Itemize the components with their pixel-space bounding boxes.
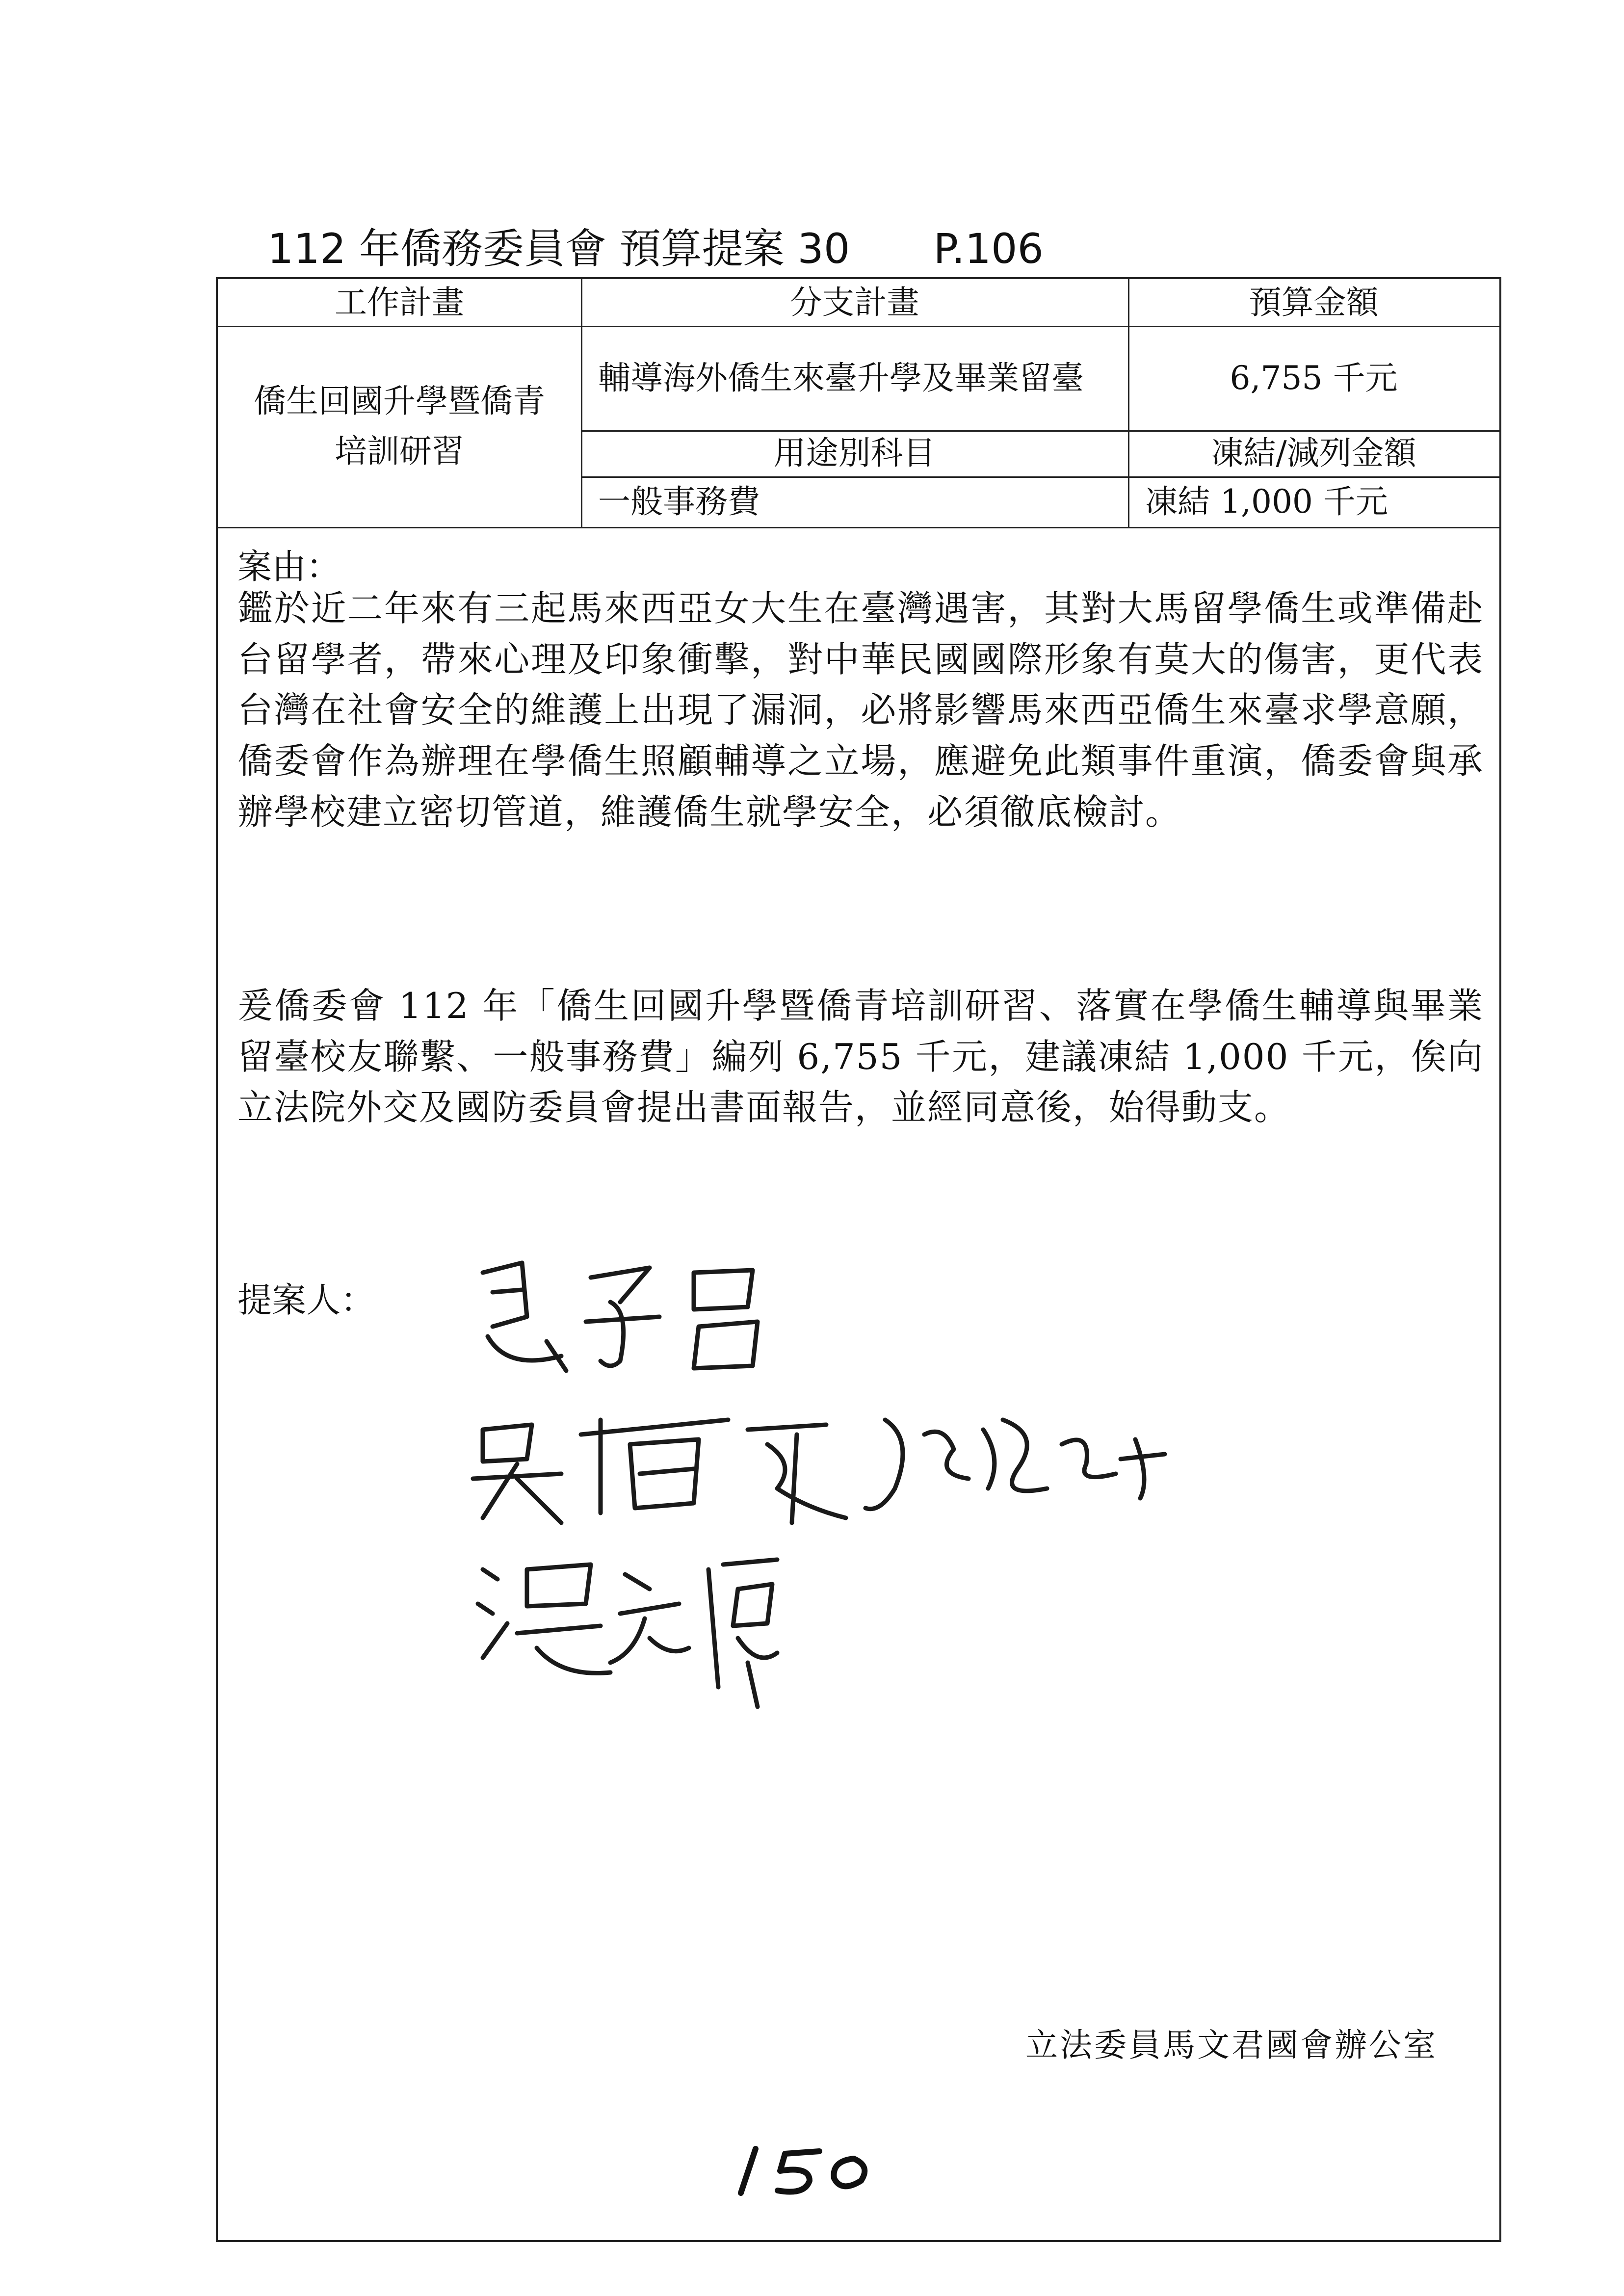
proposer-label: 提案人： [237,1280,375,1320]
reason-paragraph-2: 爰僑委會 112 年「僑生回國升學暨僑青培訓研習、落實在學僑生輔導與畢業留臺校友聯繫、一般事務費」編列 6,755 千元，建議凍結 1,000 千元，俟向立法院外交及國防委員會提出書面報告，並經同意後，始得動支。 [237,985,1484,1128]
handwritten-page-number [731,2134,888,2203]
reason-paragraph-1: 鑑於近二年來有三起馬來西亞女大生在臺灣遇害，其對大馬留學僑生或準備赴台留學者，帶來心理及印象衝擊，對中華民國國際形象有莫大的傷害，更代表台灣在社會安全的維護上出現了漏洞，必將影響馬來西亞僑生來臺求學意願，僑委會作為辦理在學僑生照顧輔導之立場，應避免此類事件重演，僑委會與承辦學校建立密切管道，維護僑生就學安全，必須徹底檢討。 [237,588,1484,833]
freeze-header: 凍結/減列金額 [1211,434,1416,472]
header-branch-plan: 分支計畫 [789,283,919,321]
signature-3 [463,1540,807,1717]
branch-plan-cell: 輔導海外僑生來臺升學及畢業留臺 [598,359,1084,397]
signature-1 [463,1243,816,1390]
proposal-form [216,277,1501,2242]
purpose-header: 用途別科目 [773,434,936,472]
reason-label: 案由： [237,547,341,587]
office-footer: 立法委員馬文君國會辦公室 [1025,2026,1438,2064]
purpose-value: 一般事務費 [598,482,760,521]
work-plan-cell: 僑生回國升學暨僑青培訓研習 [254,382,545,470]
table-line [218,527,1499,528]
page-reference: P.106 [933,225,1044,273]
freeze-value: 凍結 1,000 千元 [1145,482,1388,521]
header-work-plan: 工作計畫 [335,283,464,321]
signature-2 [453,1390,1189,1538]
proposal-title: 112 年僑務委員會 預算提案 30 [267,225,850,273]
budget-amount-cell: 6,755 千元 [1230,359,1398,397]
header-budget-amount: 預算金額 [1249,283,1379,321]
document-title [267,216,1044,275]
